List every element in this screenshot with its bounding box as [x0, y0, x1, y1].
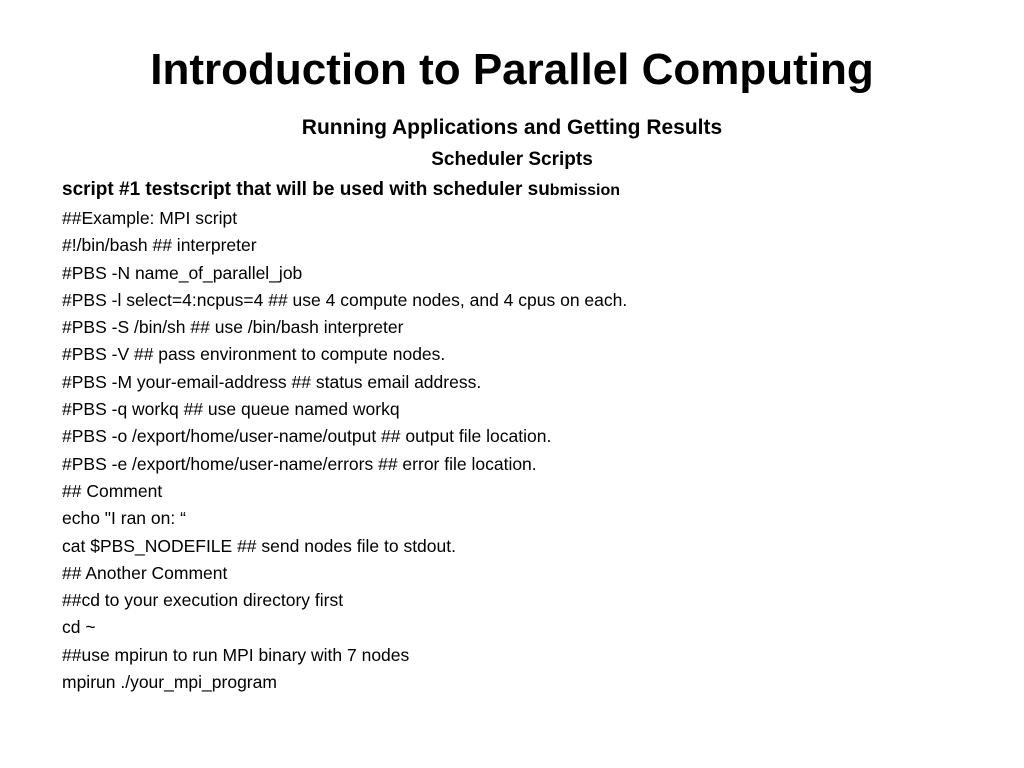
script-line: ##cd to your execution directory first — [62, 590, 344, 611]
script-line: #PBS -o /export/home/user-name/output ## output file location. — [62, 426, 552, 447]
slide-title: Introduction to Parallel Computing — [150, 45, 874, 94]
script-heading-tail: bmission — [549, 182, 621, 199]
script-line: cd ~ — [62, 617, 96, 638]
script-line: cat $PBS_NODEFILE ## send nodes file to stdout. — [62, 535, 456, 556]
script-heading — [62, 176, 620, 205]
script-heading-main: script #1 testscript that will be used with scheduler su — [62, 179, 550, 200]
script-line: ## Another Comment — [62, 562, 228, 583]
section-heading: Scheduler Scripts — [431, 149, 593, 170]
script-line: #!/bin/bash ## interpreter — [62, 235, 257, 256]
script-line: #PBS -N name_of_parallel_job — [62, 262, 303, 283]
slide-subtitle: Running Applications and Getting Results — [301, 116, 723, 139]
script-line: echo "I ran on: “ — [62, 508, 186, 529]
script-line: #PBS -M your-email-address ## status email address. — [62, 371, 482, 392]
script-line: ##use mpirun to run MPI binary with 7 nodes — [62, 644, 410, 665]
script-line: #PBS -l select=4:ncpus=4 ## use 4 compute nodes, and 4 cpus on each. — [62, 289, 628, 310]
script-line: #PBS -q workq ## use queue named workq — [62, 399, 400, 420]
script-line: ##Example: MPI script — [62, 208, 238, 228]
script-line: #PBS -S /bin/sh ## use /bin/bash interpreter — [62, 317, 404, 338]
script-lines — [62, 205, 627, 696]
script-line: #PBS -V ## pass environment to compute nodes. — [62, 344, 446, 365]
script-line: mpirun ./your_mpi_program — [62, 672, 277, 693]
script-line: #PBS -e /export/home/user-name/errors ## error file location. — [62, 453, 537, 474]
script-line: ## Comment — [62, 480, 163, 501]
